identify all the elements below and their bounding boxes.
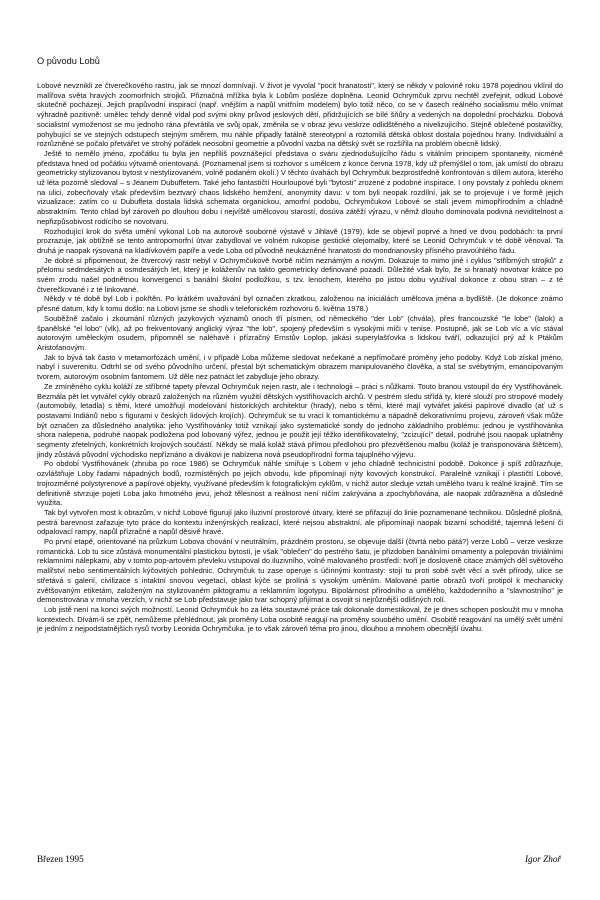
document-title: O původu Lobů [37, 56, 100, 66]
paragraph: Jak to bývá tak často v metamorfózách umění, i v případě Loba můžeme sledovat nečekané a nepřímočaré proměny jeho podoby. Když Lob získal jméno, nabyl i suverenitu. Odtrhl se od svého původního určení, přestal být schematickým obrazem manipulovaného člověka, a stal se svébytným, emancipovaným tvorem, autorovým osobním fantomem. Už děle nez patnáct let zabydluje jeho obrazy. [37, 352, 563, 382]
paragraph: Ze zmíněného cyklu koláží ze stříbrné tapety převzal Ochrymčuk nejen rastr, ale i technologii – práci s nůžkami. Touto branou vstoupil do éry Vystřihovánek. Bezmála pět let vytvářel cykly obrazů založených na různém využití dětských vystřihovacích archů. V pestrém sledu střídá ty, které slouží pro stropové modely (automobily, letadla) s těmi, které umožňují modelování historických architektur (hrady), nebo s těmi, které mají vytvářet jakési papírové divadlo (ať už s postavami Indiánů nebo s figurami v českých lidových krojích). Ochrymčuk se tu vrací k romantickému a nápadně dekorativnímu projevu, zároveň však může být označen za důsledného analytika: jeho Vystřihovánky totiž vznikají jako systematické sondy do jednoho základního problému: jednou je vystřihovánka shora nalepena, podruhé naopak podložena pod lobovaný výřez, jednou je použit její těžko identifikovatelný, "zcizující" detail, podruhé jsou naopak uplatněny segmenty zřetelných, konkrétních krojových součástí. Někdy se malá koláž stává přímou předlohou pro přezvětšenou malbu (koláž je transponována štětcem), jindy zůstává původní východisko nepříznáno a divákovi je nabízena nová pseudopřírodní forma tajuplného výjevu. [37, 381, 563, 459]
paragraph: Souběžně začalo i zkoumání různých jazykových významů onoch tří písmen, od německého "der Lob" (chvála), přes francouzské "le lobe" (lalok) a španělské "el lobo" (vlk), až po frekventovaný anglický výraz "the lob", spojený především s vysokými míči v tenise. Postupně, jak se Lob víc a víc stával autorovým uměleckým osudem, připomněl se naléhavě i přízračný Ernstův Loplop, jakási superylašťovka s lidskou tváří, odkazující prý až k Ptákům Aristofanovým. [37, 313, 563, 352]
paragraph: Lobové nevznikli ze čtverečkového rastru, jak se mnozí domnívají. V život je vyvolal "pocit hranatosti", který se někdy v polovině roku 1978 pojednou vklínil do malířova světa hravých zoomorfních strojků. Přiznačná mřížka byla k Lobům posléze doplněna. Leonid Ochrymčuk zprvu nechtěl zveřejnit, odkud Lobové skutečně pocházejí. Jejich prapůvodní inspirací (např. vnějším a napůl vnitřním modelem) bylo totiž něco, co se v časech reálného socialismu mělo vnímat výhradně pozitivně: umělec tehdy denně vídal pod svými okny průvod jeslových dětí, přidržujících se bílé šňůry a vedených na dopolední procházku. Dobová socialistní vymoženost se mu jednoho rána převrátila ve svůj opak, změnila se v obraz jevu veskrze odlidštěného a nivelizujícího. Stejně oblečené postavičky, pohybující se ve stejných odstupech stejným směrem, mu náhle připadly fatálně stereotypní a roztomilá dětská oblost dostala pojednou hrany. Individuální a rozrůzněné se počalo přetvářet ve strohý pořádek neosobní geometrie a původní vazba na dětský svět se rozšířila na problém obecně lidský. [37, 81, 563, 149]
paragraph: Rozhodující krok do světa umění vykonal Lob na autorově souborné výstavě v Jihlavě (1979), kde se objevil poprvé a hned ve dvou podobách: ta první prozrazuje, jak obtížně se tento antropomorfní útvar zabydloval ve volném rukopise gestické olejomalby, které se Leonid Ochrymčuk v té době věnoval. Ta druhá je naopak rýsovaná na kladívkovém papíře a vede Loba od původně neukázněné hranatosti do mondrianovsky přísného pravoúhlého řádu. [37, 226, 563, 255]
article-body [37, 81, 563, 634]
paragraph: Tak byl vytvořen most k obrazům, v nichž Lobové figurují jako iluzivní prostorové útvary, které se přiřazují do linie poznamenané technikou. Důsledně plošná, pestrá barevnost zařazuje tyto práce do kontextu inženýrských realizací, které nejsou abstraktní, ale připomínají naopak bizarní schodiště, tajemná lešení či odpalovací rampy, napůl přízračné a napůl děsivě hravé. [37, 507, 563, 537]
date: Březen 1995 [37, 854, 84, 864]
paragraph: Po první etapě, orientované na průzkum Lobova chování v neutrálním, prázdném prostoru, se objevuje další (čtvrtá nebo pátá?) verze Lobů – verze veskrze romantická. Lob tu sice zůstává monumentální plastickou bytostí, je však "oblečen" do pestrého šatu, je přizdoben banálními ornamenty a polepován triviálními reklamními nálepkami, aby v tomto pop-artovém převleku vstupoval do iluzivního, volně malovaného prostředí: tvoří je dosloveně citace známých děl světového malířství nebo sentimentálních kýčovitých pohlednic. Ochrymčuk tu zase operuje s účinnými kontrasty: stojí tu proti sobě svět věcí a svět přírody, ulice se střetává s galerií, civilizace s intaktní snovou vegetací, oblast kýče se prolíná s vysokým uměním. Malované partie obrazů tvoří protipól k mechanicky zvětšovaným etiketám, založeným na stylizovaném piktogramu a reklamním logotypu. Bipolárnost přírodního a umělého, každodenního a "slavnostního" je demonstrována v mnoha verzích, v nichž se Lob představuje jako tvar schopný přijímat a osvojit si nejrůznější odlišných rolí. [37, 537, 563, 605]
author-name: Igor Zhoř [525, 854, 561, 864]
paragraph: Ještě to nemělo jméno, zpočátku tu byla jen nepříliš povznášející představa o sváru zjednodušujícího řádu s vitálním principem spontaneity, nicméně představa hned od počátku výtvarně orientovaná. (Poznamenal jsem si rozhovor s umělcem z konce června 1978, kdy už přemýšlel o tom, jak umístí do obrazu geometricky stylizovanou bytost v nestylizovaném, volně podaném okolí.) V těchto úvahách byl Ochrymčuk bezprostředně konfrontován s dílem autora, kterého už léta pozorně sledoval – s Jeanem Dubuffetem. Také jeho fantastičtí Hourloupové byli "bytosti" zrozené z podobné inspirace. I ony povstaly z pohledu oknem na ulici, zobecňovaly však především beztvarý chaos lidského hemžení, anonymity davu: v tom byli neopak rozdílní, jak se to projevuje i ve formě jejich vizualizace: zatím co u Dubuffeta dostala lidská schemata organickou, amorfní podobu, Ochrymčukovi Lobové se stali jevem mimopřírodním a chladně abstraktním. Tento chlad byl zároveň po dlouhou dobu i nejvíště umělcovou starostí, dosúva zátěží výrazu, v němž dlouho dominovala podivná neviditelnost a nepřizpůsobivost rodícího se novotvaru. [37, 148, 563, 226]
paragraph: Po období Vystřihovánek (zhruba po roce 1986) se Ochrymčuk náhle smiřuje s Lobem v jeho chladně technicistní podobě. Dokonce ji spíš zdůrazňuje, ozvláštňuje Loby řadami nápadných bodů, rozmístěných po jejich obvodu, kde připomínají nýty kovových konstrukcí. Paralelně vznikají i plastičtí Lobové, trojrozměrné polystyrenové a papírové objekty, využívané především k fotografickým cyklům, v nichž autor sleduje vztah umělého tvaru k reálné krajině. Tím se definitivně stvrzuje pojetí Loba jako hmotného jevu, jehož tělesnost a reálnost není ničím zakrývána a zpochybňována, ale naopak zdůrazněna a důsledně využita. [37, 459, 563, 508]
paragraph: Někdy v té době byl Lob i pokřtěn. Po krátkém uvažování byl označen zkratkou, založenou na iniciálách umělcova jména a bydliště. (Je dokonce známo přesné datum, kdy k tomu došlo: na Lobovi jsme se shodli v telefonickém rozhovoru 6. května 1978.) [37, 294, 563, 314]
paragraph: Je dobré si připomenout, že čtvercový rastr nebyl v Ochrymčukově tvorbě ničím neznámým a novým. Dokazuje to mimo jiné i cyklus "stříbrných strojků" z přelomu sedmdesátých a osmdesátých let, který je koláženův na takto geometricky definované pozadí. Důležité však bylo, že si hranatý novotvar krátce po svém zrodu našel podnětnou konvergenci s banální školní podložkou, s tzv. lenochem, kterého po jistou dobu využíval dokonce z obou stran – z té čtverečkované i z té linkované. [37, 255, 563, 294]
signature-line [37, 854, 563, 864]
paragraph: Lob jistě není na konci svých možností. Leonid Ochrymčuk ho za léta soustavné práce tak dokonale domestikoval, že je dnes schopen posloužit mu v mnoha kontextech. Dívám-li se zpět, nemůžeme přehlédnout, jak proměny Loba osobitě reagují na proměny souobého umění. Osobitě reagování na umělý svět umění je jedním z nejpodstatnějších rysů tvorby Leonida Ochrymčuka. je to však zároveň téma pro jinou, dlouhou a mnohem obecnější úvahu. [37, 604, 563, 634]
